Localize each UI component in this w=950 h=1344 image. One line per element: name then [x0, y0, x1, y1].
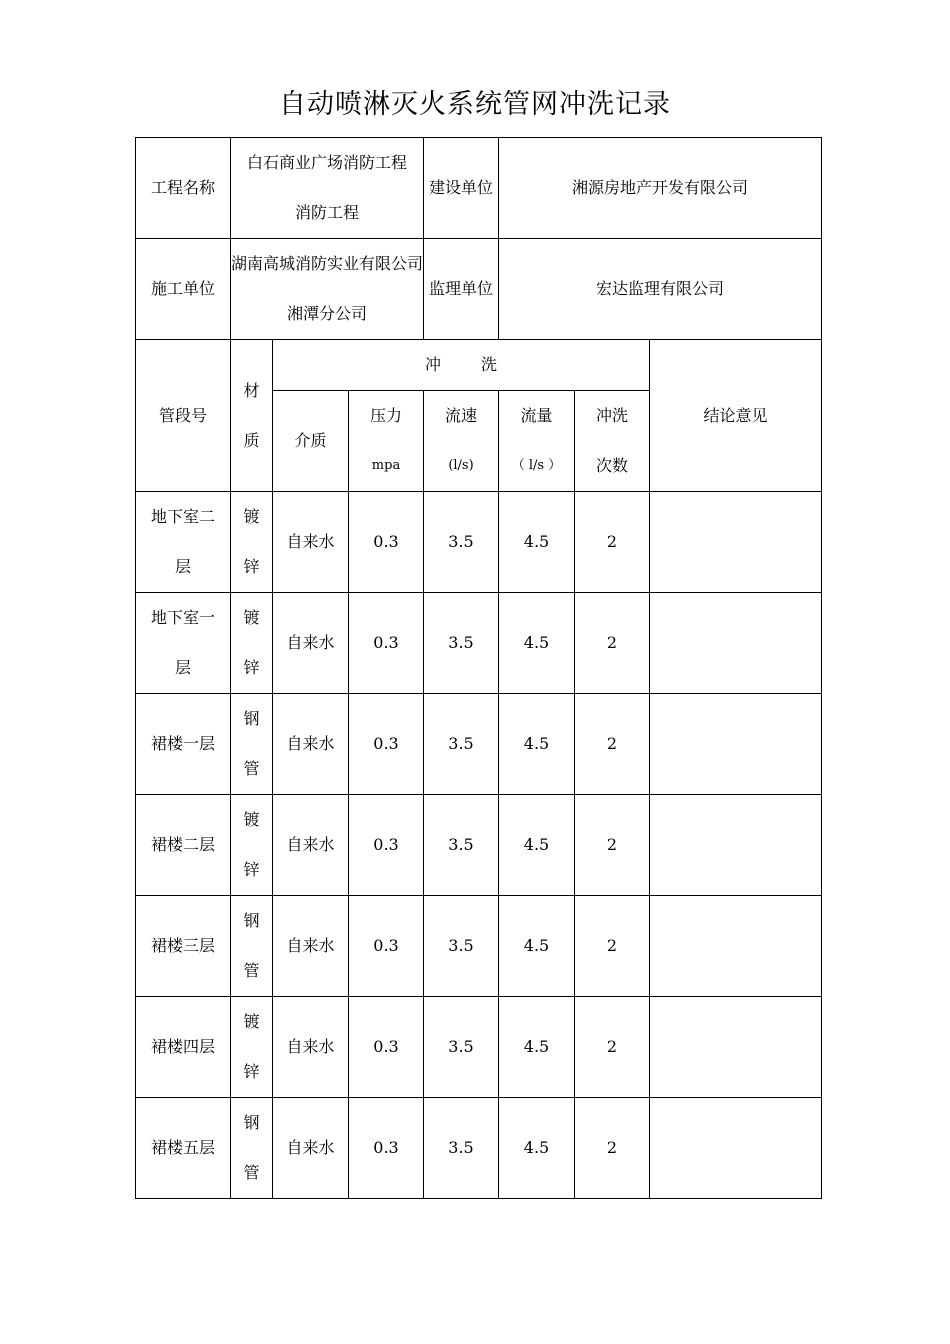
- material-line1: 镀: [243, 507, 260, 526]
- times-cell: 2: [575, 1098, 650, 1199]
- table-row: [136, 593, 822, 694]
- flush-header: [273, 340, 650, 391]
- material-line2: 管: [243, 759, 260, 778]
- header-row-top: [136, 340, 822, 391]
- material-line2: 锌: [243, 860, 260, 879]
- material-header-2: 质: [243, 430, 260, 450]
- project-name-line2: 消防工程: [294, 203, 359, 222]
- segment-line2: 层: [174, 658, 191, 677]
- pressure-cell: 0.3: [349, 593, 424, 694]
- material-cell: [231, 593, 273, 694]
- times-header-1: 冲洗: [595, 406, 628, 425]
- medium-cell: 自来水: [273, 1098, 349, 1199]
- medium-cell: 自来水: [273, 694, 349, 795]
- times-cell: 2: [575, 795, 650, 896]
- material-line1: 钢: [243, 1113, 260, 1132]
- material-cell: [231, 1098, 273, 1199]
- flow-cell: 4.5: [499, 997, 575, 1098]
- segment-line1: 地下室二: [150, 507, 215, 526]
- velocity-cell: 3.5: [424, 896, 499, 997]
- material-line1: 镀: [243, 810, 260, 829]
- medium-cell: 自来水: [273, 795, 349, 896]
- velocity-cell: 3.5: [424, 997, 499, 1098]
- flow-cell: 4.5: [499, 593, 575, 694]
- velocity-cell: 3.5: [424, 795, 499, 896]
- flush-record-table: [135, 137, 822, 1199]
- segment-cell: 裙楼三层: [136, 896, 231, 997]
- pressure-header: [349, 391, 424, 492]
- velocity-cell: 3.5: [424, 694, 499, 795]
- segment-cell: [136, 593, 231, 694]
- material-line1: 钢: [243, 709, 260, 728]
- table-row: [136, 896, 822, 997]
- velocity-header-label: 流速: [444, 406, 477, 425]
- material-line2: 管: [243, 1163, 260, 1182]
- segment-line1: 地下室一: [150, 608, 215, 627]
- pressure-cell: 0.3: [349, 492, 424, 593]
- velocity-unit: (l/s): [448, 458, 474, 473]
- project-name-value: [231, 138, 424, 239]
- table-row: [136, 492, 822, 593]
- segment-cell: 裙楼二层: [136, 795, 231, 896]
- times-cell: 2: [575, 694, 650, 795]
- times-cell: 2: [575, 492, 650, 593]
- segment-line2: 层: [174, 557, 191, 576]
- pressure-cell: 0.3: [349, 997, 424, 1098]
- material-cell: [231, 492, 273, 593]
- segment-cell: 裙楼四层: [136, 997, 231, 1098]
- segment-header: 管段号: [136, 340, 231, 492]
- project-name-label: 工程名称: [136, 138, 231, 239]
- times-cell: 2: [575, 997, 650, 1098]
- material-cell: [231, 795, 273, 896]
- table-row: [136, 795, 822, 896]
- flow-cell: 4.5: [499, 694, 575, 795]
- contractor-line2: 湘潭分公司: [286, 304, 367, 323]
- contractor-value: [231, 239, 424, 340]
- conclusion-header: 结论意见: [650, 340, 822, 492]
- flow-cell: 4.5: [499, 795, 575, 896]
- table-row: [136, 997, 822, 1098]
- pressure-header-label: 压力: [369, 406, 402, 425]
- flow-header-label: 流量: [520, 406, 553, 425]
- material-line1: 镀: [243, 1012, 260, 1031]
- medium-cell: 自来水: [273, 997, 349, 1098]
- page-title: 自动喷淋灭火系统管网冲洗记录: [279, 89, 671, 120]
- pressure-cell: 0.3: [349, 694, 424, 795]
- velocity-cell: 3.5: [424, 492, 499, 593]
- table-row: [136, 1098, 822, 1199]
- conclusion-cell: [650, 593, 822, 694]
- flow-header: [499, 391, 575, 492]
- material-line2: 锌: [243, 658, 260, 677]
- material-line1: 镀: [243, 608, 260, 627]
- medium-cell: 自来水: [273, 593, 349, 694]
- owner-label: 建设单位: [424, 138, 499, 239]
- material-cell: [231, 694, 273, 795]
- contractor-line1: 湖南高城消防实业有限公司: [231, 254, 424, 273]
- times-header: [575, 391, 650, 492]
- conclusion-cell: [650, 1098, 822, 1199]
- flow-cell: 4.5: [499, 896, 575, 997]
- material-header: [231, 340, 273, 492]
- material-cell: [231, 896, 273, 997]
- pressure-unit: mpa: [371, 458, 401, 473]
- conclusion-cell: [650, 896, 822, 997]
- flow-cell: 4.5: [499, 1098, 575, 1199]
- times-header-2: 次数: [595, 456, 628, 475]
- medium-cell: 自来水: [273, 896, 349, 997]
- material-line2: 锌: [243, 1062, 260, 1081]
- medium-cell: 自来水: [273, 492, 349, 593]
- conclusion-cell: [650, 795, 822, 896]
- flow-unit: （ l/s ）: [511, 458, 562, 473]
- velocity-cell: 3.5: [424, 593, 499, 694]
- project-name-row: [136, 138, 822, 239]
- flush-header-text: 冲洗: [424, 355, 537, 374]
- contractor-label: 施工单位: [136, 239, 231, 340]
- material-header-1: 材: [243, 380, 260, 400]
- owner-value: 湘源房地产开发有限公司: [499, 138, 822, 239]
- material-cell: [231, 997, 273, 1098]
- segment-cell: 裙楼五层: [136, 1098, 231, 1199]
- times-cell: 2: [575, 896, 650, 997]
- pressure-cell: 0.3: [349, 795, 424, 896]
- material-line2: 管: [243, 961, 260, 980]
- times-cell: 2: [575, 593, 650, 694]
- flow-cell: 4.5: [499, 492, 575, 593]
- segment-cell: [136, 492, 231, 593]
- supervisor-value: 宏达监理有限公司: [499, 239, 822, 340]
- medium-header: 介质: [273, 391, 349, 492]
- conclusion-cell: [650, 492, 822, 593]
- table-row: [136, 694, 822, 795]
- segment-cell: 裙楼一层: [136, 694, 231, 795]
- velocity-header: [424, 391, 499, 492]
- project-name-line1: 白石商业广场消防工程: [246, 153, 407, 172]
- contractor-row: [136, 239, 822, 340]
- pressure-cell: 0.3: [349, 1098, 424, 1199]
- material-line1: 钢: [243, 911, 260, 930]
- conclusion-cell: [650, 694, 822, 795]
- material-line2: 锌: [243, 557, 260, 576]
- pressure-cell: 0.3: [349, 896, 424, 997]
- supervisor-label: 监理单位: [424, 239, 499, 340]
- velocity-cell: 3.5: [424, 1098, 499, 1199]
- conclusion-cell: [650, 997, 822, 1098]
